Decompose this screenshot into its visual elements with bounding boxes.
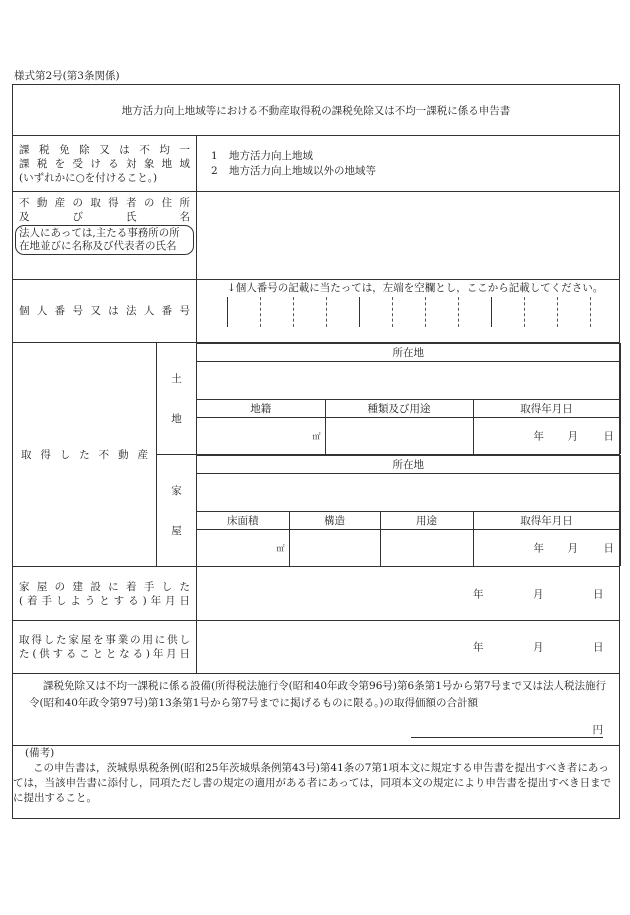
business-use-date-field[interactable]: 年 月 日 [197, 621, 620, 674]
target-area-label: 課税免除又は不均一 課税を受ける対象地域 (いずれかに○を付けること。) [13, 136, 197, 192]
land-address-field[interactable] [197, 362, 620, 400]
land-date-field[interactable]: 年 月 日 [473, 418, 620, 454]
land-chiseki-header: 地籍 [197, 400, 325, 418]
total-description: 課税免除又は不均一課税に係る設備(所得税法施行令(昭和40年政令第96号)第6条第1号から第7号まで又は法人税法施行令(昭和40年政令第97号)第13条第1号から第7号までに掲げるものに限る。)の取得価額の合計額 [29, 680, 607, 709]
house-use-header: 用途 [380, 512, 473, 530]
acquirer-label: 不動産の取得者の住所 及 び 氏 名 法人にあっては,主たる事務所の所在地並びに名称及び代表者の氏名 [13, 192, 197, 280]
number-note: ↓個人番号の記載に当たっては，左端を空欄とし，ここから記載してください。 [227, 282, 604, 294]
house-date-field[interactable]: 年 月 日 [473, 530, 620, 566]
house-structure-header: 構造 [289, 512, 380, 530]
form-title: 地方活力向上地域等における不動産取得税の課税免除又は不均一課税に係る申告書 [13, 85, 620, 136]
number-label: 個人番号又は法人番号 [13, 280, 197, 343]
number-boxes[interactable] [197, 297, 619, 327]
total-amount-section [13, 674, 620, 746]
land-section [197, 343, 620, 455]
total-amount-field[interactable]: 円 [411, 722, 603, 738]
land-type-header: 種類及び用途 [325, 400, 473, 418]
house-address-field[interactable] [197, 474, 620, 512]
construction-date-field[interactable]: 年 月 日 [197, 567, 620, 621]
land-area-field[interactable]: ㎡ [197, 418, 325, 454]
land-address-header: 所在地 [197, 344, 620, 362]
construction-label: 家屋の建設に着手した (着手しようとする)年月日 [13, 567, 197, 621]
declaration-form [12, 84, 620, 819]
land-type-field[interactable] [325, 418, 473, 454]
form-label: 様式第2号(第3条関係) [14, 70, 120, 82]
land-label: 土 地 [157, 343, 197, 455]
house-section [197, 455, 620, 567]
remarks-text: この申告書は，茨城県県税条例(昭和25年茨城県条例第43号)第41条の7第1項本文に規定する申告書を提出すべき者にあっては，当該申告書に添付し，同項ただし書の規定の適用がある者にあっては，同項本文の規定により申告書を提出すべき日までに提出すること。 [13, 762, 612, 804]
house-use-field[interactable] [380, 530, 473, 566]
number-field[interactable] [197, 280, 620, 343]
option-1: 1 地方活力向上地域 [211, 149, 313, 162]
remarks-section [13, 746, 620, 819]
house-label: 家 屋 [157, 455, 197, 567]
house-floor-header: 床面積 [197, 512, 289, 530]
business-use-label: 取得した家屋を事業の用に供し た(供することとなる)年月日 [13, 621, 197, 674]
corporate-note: 法人にあっては,主たる事務所の所在地並びに名称及び代表者の氏名 [15, 225, 194, 255]
acquirer-field[interactable] [197, 192, 620, 280]
house-structure-field[interactable] [289, 530, 380, 566]
house-address-header: 所在地 [197, 456, 620, 474]
property-label: 取得した不動産 [13, 343, 157, 567]
remarks-heading: (備考) [25, 747, 55, 759]
house-floor-field[interactable]: ㎡ [197, 530, 289, 566]
land-date-header: 取得年月日 [473, 400, 620, 418]
option-2: 2 地方活力向上地域以外の地域等 [211, 164, 376, 177]
target-area-options[interactable] [197, 136, 620, 192]
house-date-header: 取得年月日 [473, 512, 620, 530]
